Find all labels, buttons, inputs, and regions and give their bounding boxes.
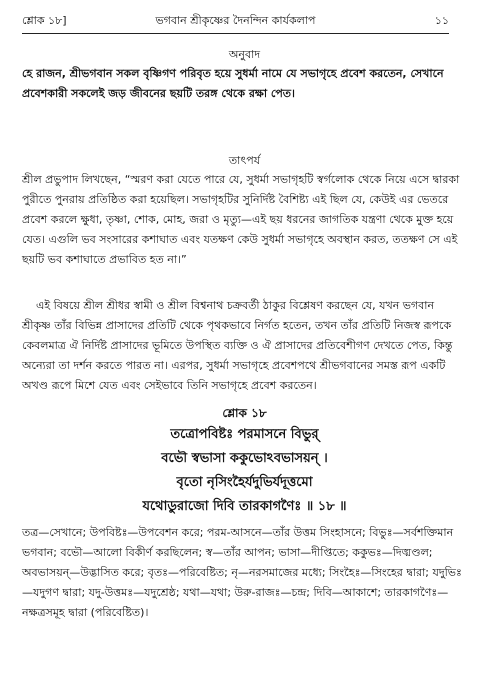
synonyms-text: তত্র—সেখানে; উপবিষ্টঃ—উপবেশন করে; পরম-আসনে—তাঁর উত্তম সিংহাসনে; বিভুঃ—সর্বশক্তিমান ভগবান; বভৌ—আলো বিকীর্ণ করছিলেন; স্ব—তাঁর আপন; ভাসা—দীপ্তিতে; ককুভঃ—দিঙ্মণ্ডল; অবভাসয়ন্—উদ্ভাসিত করে; বৃতঃ—পরিবেষ্টিত; নৃ—নরসমাজের মধ্যে; সিংহৈঃ—সিংহের দ্বারা; যদুভিঃ—যদুগণ দ্বারা; যদু-উত্তমঃ—যদুশ্রেষ্ঠ; যথা—যথা; উরু-রাজঃ—চন্দ্র; দিবি—আকাশে; তারকাগণৈঃ—নক্ষত্রসমূহ দ্বারা (পরিবেষ্টিত)। bbox=[22, 526, 462, 619]
verse-line-1: তত্রোপবিষ্টঃ পরমাসনে বিভুর্ bbox=[170, 427, 319, 442]
header-page-number: ১১ bbox=[434, 14, 449, 27]
verse-line-3: বৃতো নৃসিংহৈর্যদুভির্যদূত্তমো bbox=[176, 475, 313, 490]
verse-line-2: বভৌ স্বভাসা ককুভোঽবভাসয়ন্ । bbox=[161, 451, 328, 466]
translation-text: হে রাজন, শ্রীভগবান সকল বৃষ্ণিগণ পরিবৃত হয়ে সুধর্মা নামে যে সভাগৃহে প্রবেশ করতেন, সেখানে প্রবেশকারী সকলেই জড় জীবনের ছয়টি তরঙ্গ থেকে রক্ষা পেত। bbox=[22, 67, 444, 100]
header-rule bbox=[22, 33, 449, 34]
purport-paragraph-1: শ্রীল প্রভুপাদ লিখছেন, “স্মরণ করা যেতে পারে যে, সুধর্মা সভাগৃহটি স্বর্গলোক থেকে নিয়ে এসে দ্বারকা পুরীতে পুনরায় প্রতিষ্ঠিত করা হয়েছিল। সভাগৃহটির সুনির্দিষ্ট বৈশিষ্ট্য এই ছিল যে, কেউই এর ভেতরে প্রবেশ করলে ক্ষুধা, তৃষ্ণা, শোক, মোহ, জরা ও মৃত্যু—এই ছয় ধরনের জাগতিক যন্ত্রণা থেকে মুক্ত হয়ে যেত। এগুলি ভব সংসারের কশাঘাত এবং যতক্ষণ কেউ সুধর্মা সভাগৃহে অবস্থান করত, ততক্ষণ সে এই ছয়টি ভব কশাঘাতে প্রভাবিত হত না।” bbox=[22, 173, 460, 266]
header-chapter-title: ভগবান শ্রীকৃষ্ণের দৈনন্দিন কার্যকলাপ bbox=[155, 14, 316, 27]
verse-title: শ্লোক ১৮ bbox=[222, 406, 267, 420]
purport-title: তাৎপর্য bbox=[228, 154, 261, 167]
running-header bbox=[22, 12, 449, 30]
verse-line-4: যথোডুরাজো দিবি তারকাগণৈঃ ॥ ১৮ ॥ bbox=[142, 499, 347, 514]
header-verse-ref: শ্লোক ১৮] bbox=[22, 14, 67, 27]
purport-paragraph-2: এই বিষয়ে শ্রীল শ্রীধর স্বামী ও শ্রীল বিশ্বনাথ চক্রবর্তী ঠাকুর বিশ্লেষণ করছেন যে, যখন ভগবান শ্রীকৃষ্ণ তাঁর বিভিন্ন প্রাসাদের প্রতিটি থেকে পৃথকভাবে নির্গত হতেন, তখন তাঁর প্রতিটি নিজস্ব রূপকে কেবলমাত্র ঐ নির্দিষ্ট প্রাসাদের ভূমিতে উপস্থিত ব্যক্তি ও ঐ প্রাসাদের প্রতিবেশীগণ দেখতে পেত, কিন্তু অন্যেরা তা দর্শন করতে পারত না। এরপর, সুধর্মা সভাগৃহে প্রবেশপথে শ্রীভগবানের সমস্ত রূপ একটি অখণ্ড রূপে মিশে যেত এবং সেইভাবে তিনি সভাগৃহে প্রবেশ করতেন। bbox=[22, 299, 453, 392]
translation-title: অনুবাদ bbox=[228, 48, 261, 61]
